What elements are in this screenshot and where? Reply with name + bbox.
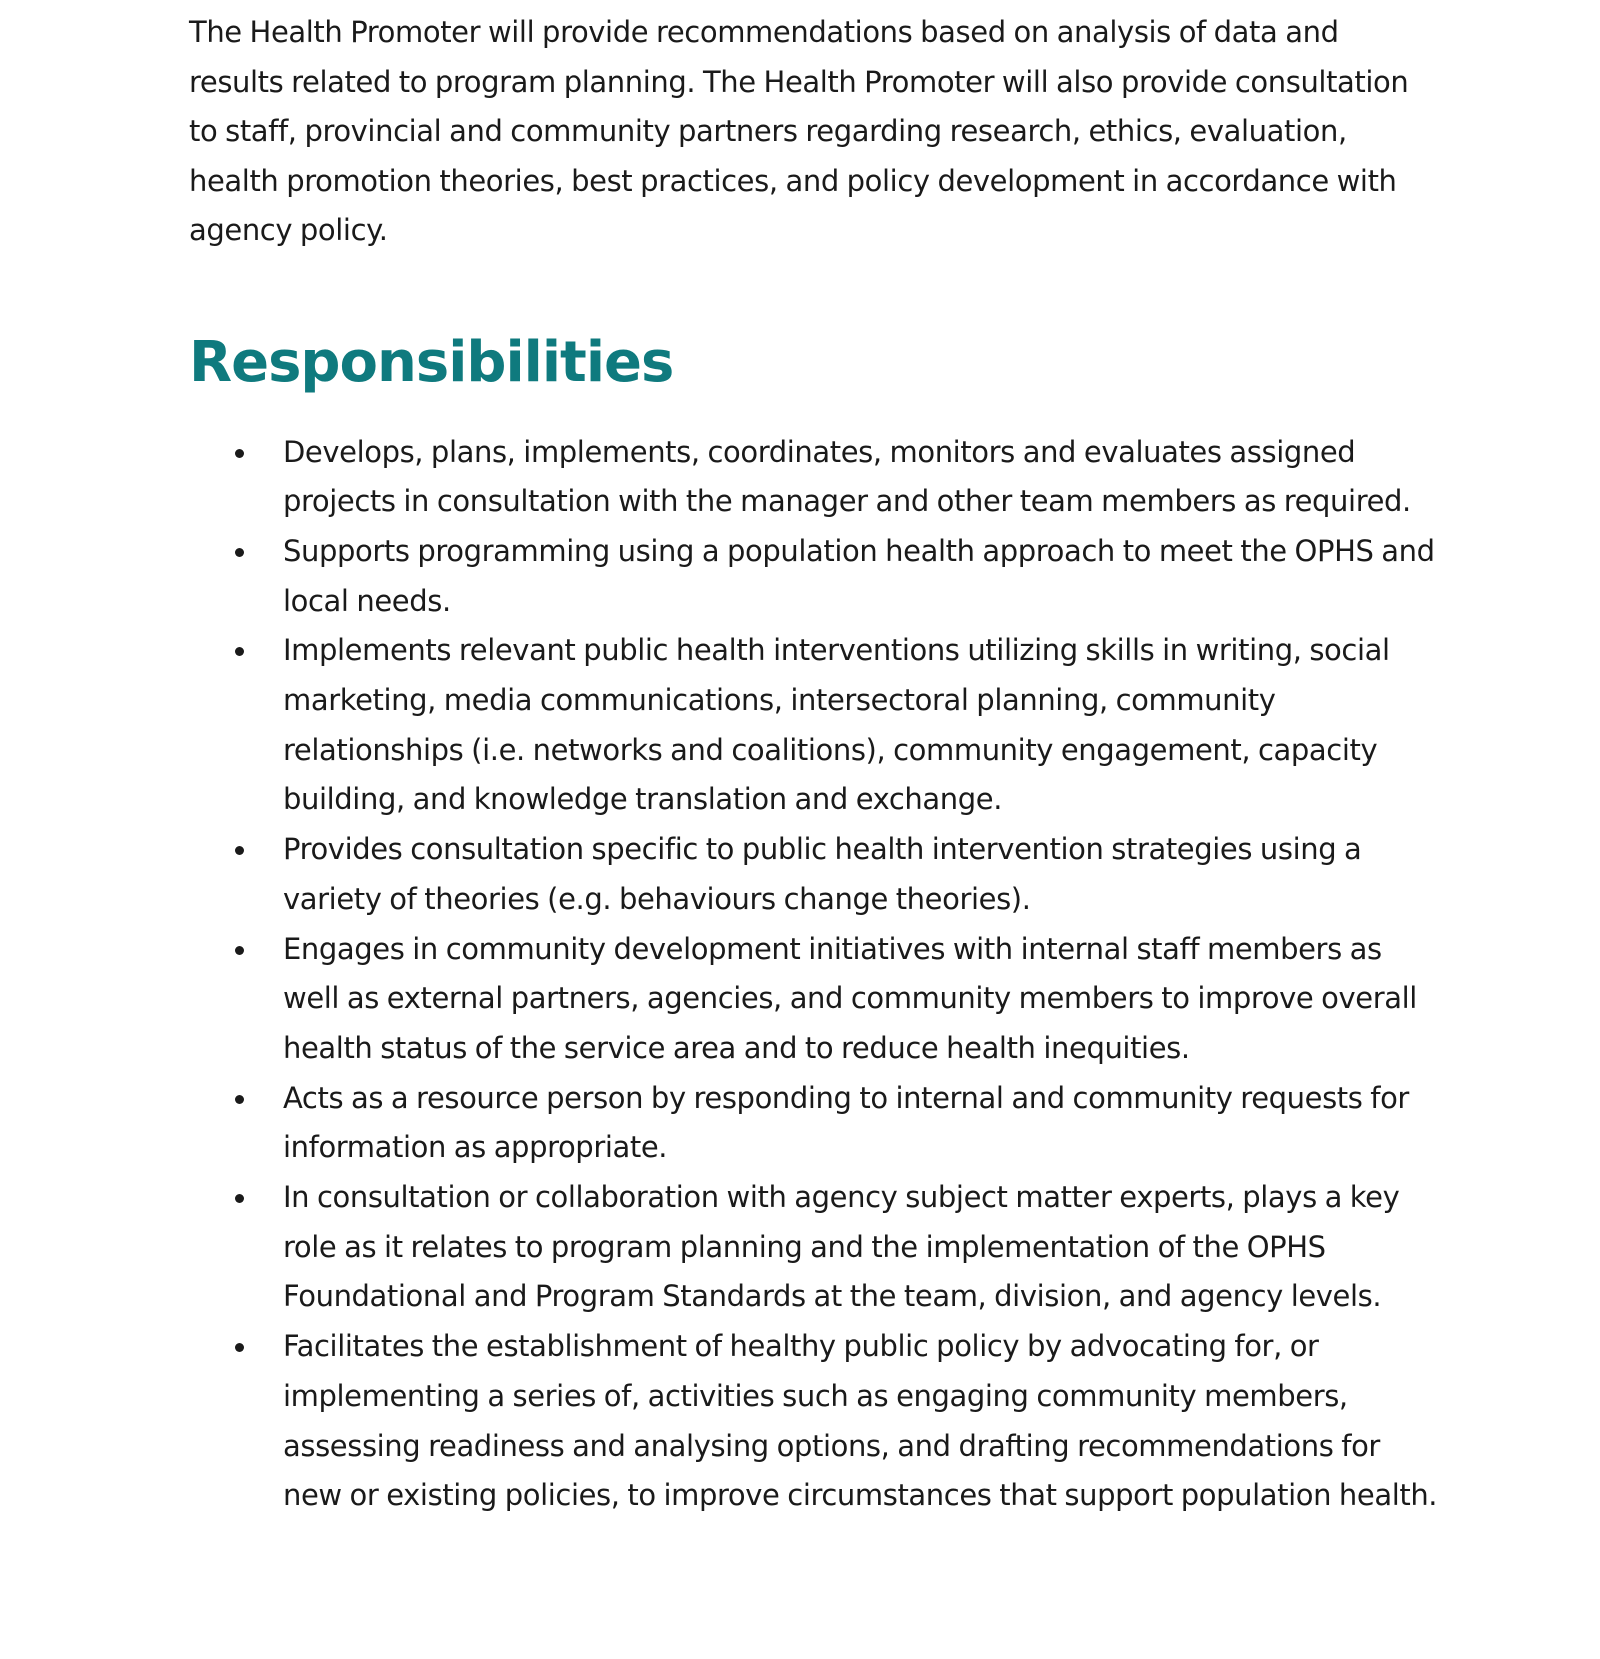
list-item [189,925,1439,1074]
list-item-text: Supports programming using a population health approach to meet the OPHS and local needs. [283,533,1435,618]
list-item-text: Facilitates the establishment of healthy public policy by advocating for, or implementing a series of, activities such as engaging community members, assessing readiness and analysing options, and drafting recommendations for new or existing policies, to improve circumstances that support population health. [283,1329,1438,1513]
responsibilities-list [189,428,1439,1521]
list-item [189,825,1439,924]
list-item-text: Implements relevant public health interventions utilizing skills in writing, social marketing, media communications, intersectoral planning, community relationships (i.e. networks and coalitions), community engagement, capacity building, and knowledge translation and exchange. [283,633,1390,817]
intro-paragraph: The Health Promoter will provide recommendations based on analysis of data and results related to program planning. The Health Promoter will also provide consultation to staff, provincial and community partners regarding research, ethics, evaluation, health promotion theories, best practices, and policy development in accordance with agency policy. [189,15,1409,247]
list-item [189,1322,1439,1521]
list-item [189,527,1439,626]
bullet-icon [235,1343,244,1352]
document-page [189,8,1439,1521]
list-item [189,1074,1439,1173]
list-item-text: Acts as a resource person by responding to internal and community requests for information as appropriate. [283,1080,1409,1165]
bullet-icon [235,449,244,458]
bullet-icon [235,946,244,955]
list-item-text: Provides consultation specific to public health intervention strategies using a variety of theories (e.g. behaviours change theories). [283,832,1362,916]
bullet-icon [235,846,244,855]
list-item-text: Develops, plans, implements, coordinates, monitors and evaluates assigned projects in consultation with the manager and other team members as required. [283,434,1411,519]
list-item [189,626,1439,825]
bullet-icon [235,647,244,656]
list-item [189,428,1439,527]
list-item-text: In consultation or collaboration with agency subject matter experts, plays a key role as it relates to program planning and the implementation of the OPHS Foundational and Program Standards at the team, division, and agency levels. [283,1180,1400,1314]
bullet-icon [235,1194,244,1203]
list-item-text: Engages in community development initiatives with internal staff members as well as external partners, agencies, and community members to improve overall health status of the service area and to reduce health inequities. [283,931,1417,1065]
section-heading-responsibilities: Responsibilities [189,329,674,395]
list-item [189,1173,1439,1322]
bullet-icon [235,1095,244,1104]
bullet-icon [235,548,244,557]
